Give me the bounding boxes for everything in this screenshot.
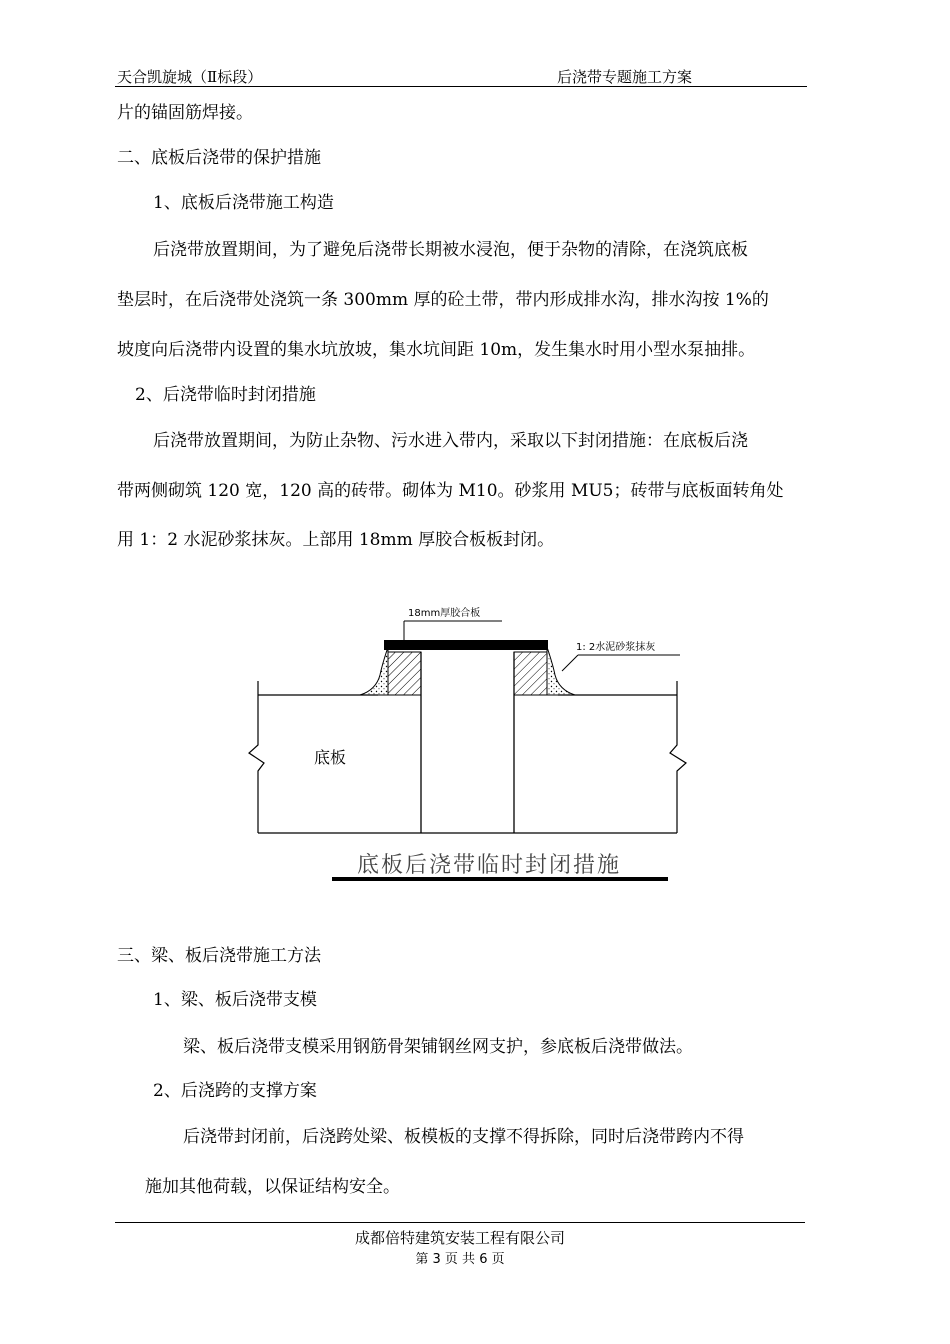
header-rule	[115, 86, 807, 87]
paragraph-4: 梁、板后浇带支模采用钢筋骨架铺钢丝网支护，参底板后浇带做法。	[183, 1037, 693, 1057]
paragraph-2-line-2: 垫层时，在后浇带处浇筑一条 300mm 厚的砼土带，带内形成排水沟，排水沟按 1%的	[117, 290, 769, 310]
paragraph-3-line-3: 用 1：2 水泥砂浆抹灰。上部用 18mm 厚胶合板板封闭。	[117, 530, 555, 550]
figure-caption: 底板后浇带临时封闭措施	[357, 853, 622, 878]
header-left: 天合凯旋城（Ⅱ标段）	[117, 68, 263, 86]
brick-band-right	[514, 652, 547, 695]
header-right: 后浇带专题施工方案	[557, 68, 693, 86]
footer-rule	[115, 1222, 805, 1223]
brick-band-left	[388, 652, 421, 695]
plywood-cover	[384, 640, 548, 650]
mortar-leader	[562, 655, 680, 671]
slab-label: 底板	[314, 748, 347, 767]
slab-joint-closure-diagram	[240, 595, 700, 895]
paragraph-1: 片的锚固筋焊接。	[117, 103, 253, 123]
footer-page-number: 第 3 页 共 6 页	[415, 1252, 505, 1267]
footer-company: 成都倍特建筑安装工程有限公司	[354, 1229, 565, 1247]
mortar-fillet-left	[360, 647, 388, 695]
heading-2-1: 1、底板后浇带施工构造	[153, 193, 334, 213]
plywood-label: 18mm厚胶合板	[408, 608, 481, 619]
heading-3-2: 2、后浇跨的支撑方案	[153, 1081, 317, 1101]
plywood-leader	[404, 621, 502, 640]
paragraph-5-line-1: 后浇带封闭前，后浇跨处梁、板模板的支撑不得拆除，同时后浇带跨内不得	[183, 1127, 744, 1147]
heading-section-2: 二、底板后浇带的保护措施	[117, 148, 321, 168]
heading-section-3: 三、梁、板后浇带施工方法	[117, 946, 321, 966]
paragraph-3-line-2: 带两侧砌筑 120 宽，120 高的砖带。砌体为 M10。砂浆用 MU5；砖带与底板面转角处	[117, 481, 784, 501]
heading-3-1: 1、梁、板后浇带支模	[153, 990, 317, 1010]
mortar-fillet-right	[547, 647, 575, 695]
paragraph-2-line-3: 坡度向后浇带内设置的集水坑放坡，集水坑间距 10m，发生集水时用小型水泵抽排。	[117, 340, 756, 360]
paragraph-3-line-1: 后浇带放置期间，为防止杂物、污水进入带内，采取以下封闭措施：在底板后浇	[153, 431, 748, 451]
heading-2-2: 2、后浇带临时封闭措施	[135, 385, 316, 405]
paragraph-2-line-1: 后浇带放置期间，为了避免后浇带长期被水浸泡，便于杂物的清除，在浇筑底板	[153, 240, 748, 260]
mortar-label: 1: 2水泥砂浆抹灰	[576, 642, 656, 653]
slab-outline	[249, 652, 686, 833]
paragraph-5-line-2: 施加其他荷载，以保证结构安全。	[145, 1177, 400, 1197]
